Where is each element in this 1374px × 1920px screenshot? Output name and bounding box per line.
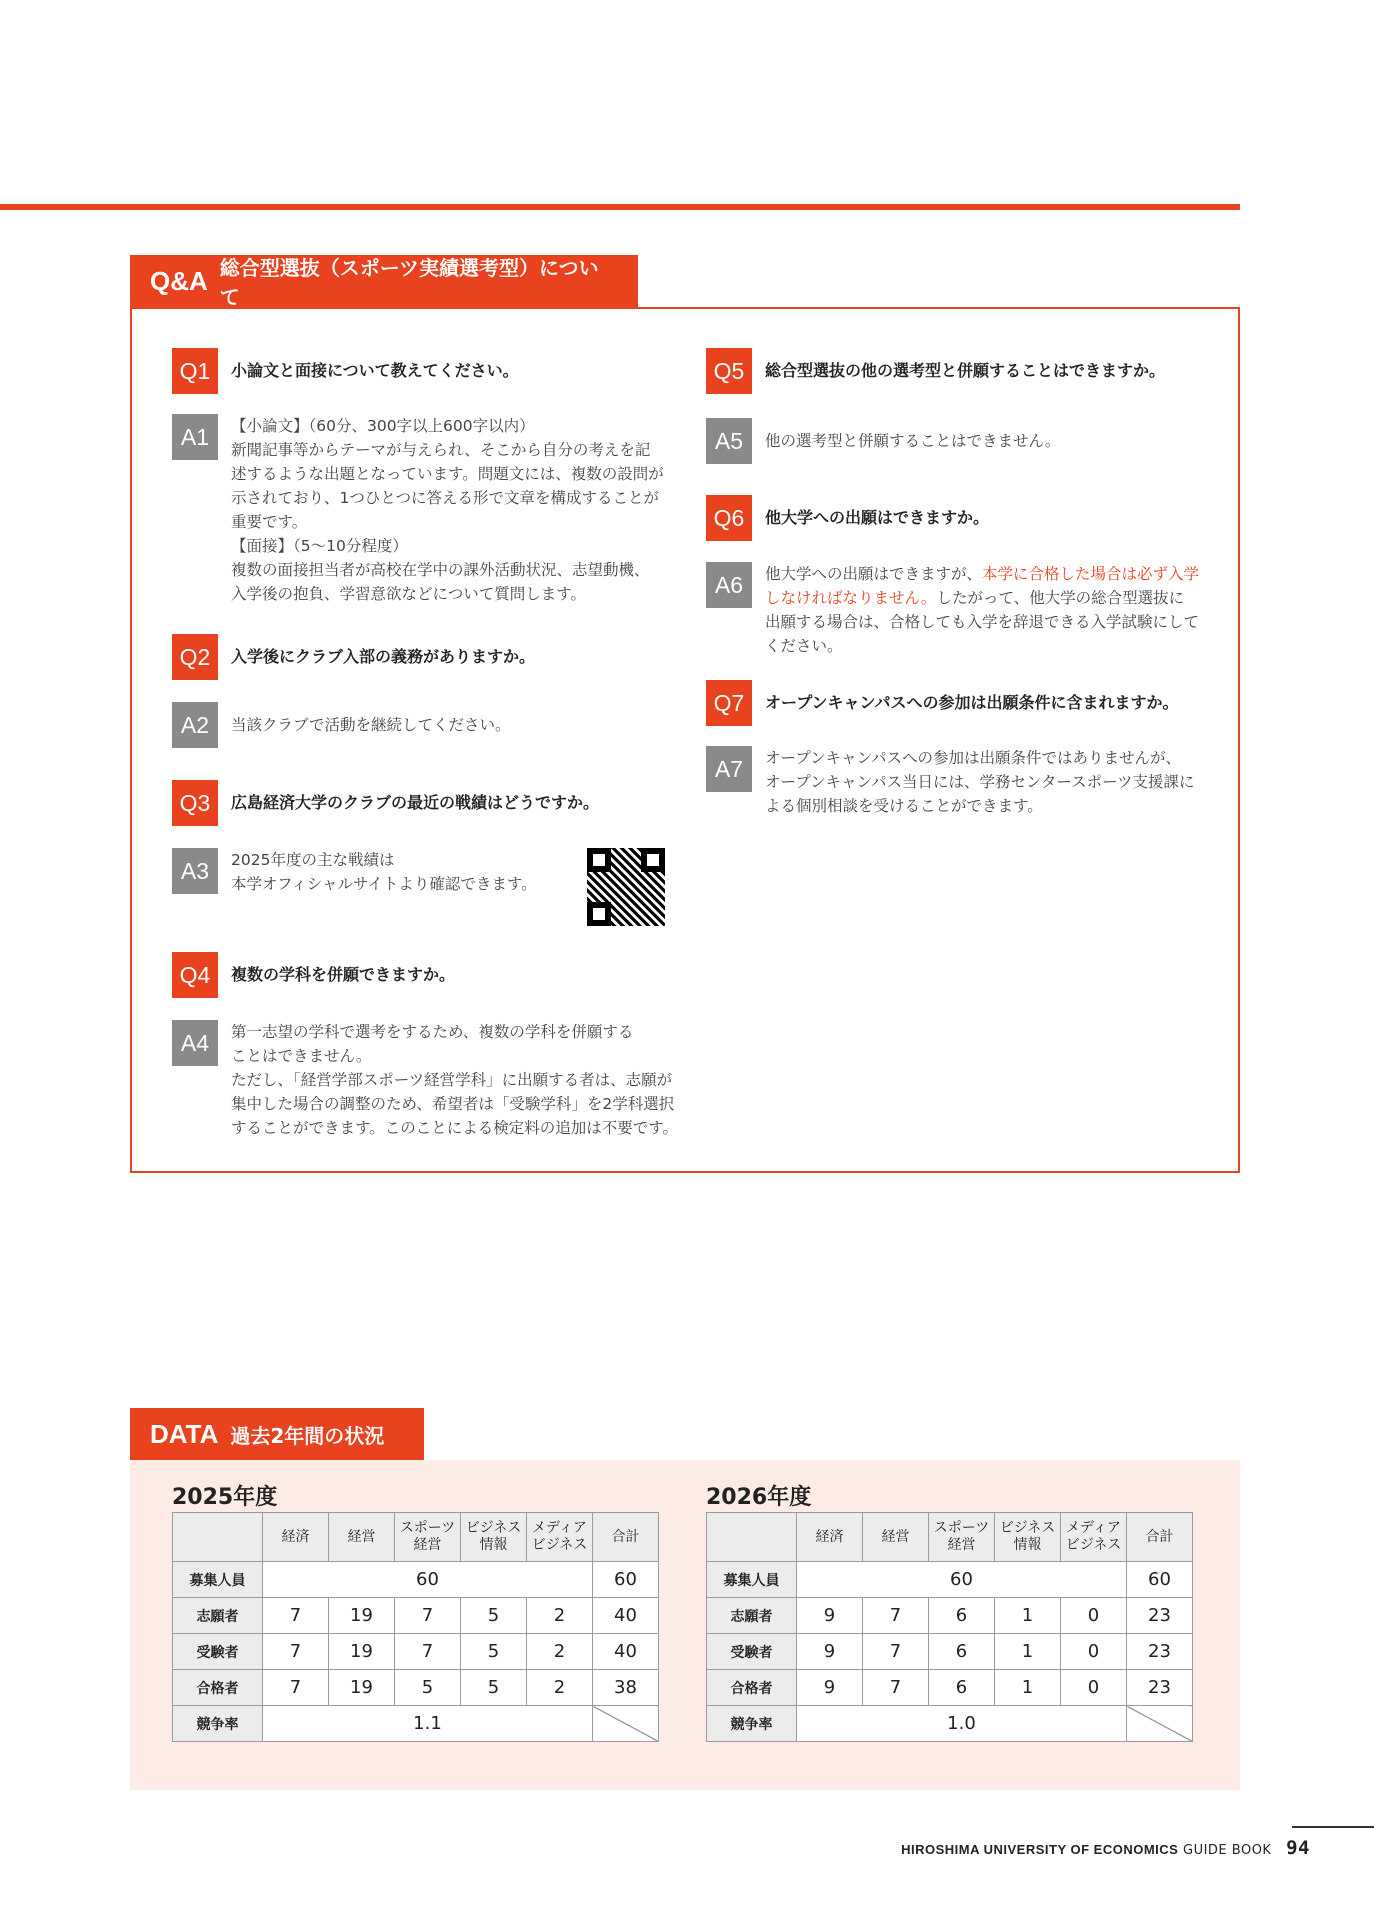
column-header [1061, 1513, 1127, 1562]
answer-7 [706, 746, 1195, 818]
table-cell: 2 [527, 1598, 593, 1634]
table-row [707, 1706, 1193, 1742]
answer-highlight: 本学に合格した場合は必ず入学 しなければなりません。 [765, 565, 1200, 607]
answer-1 [172, 414, 664, 606]
question-badge: Q4 [172, 952, 218, 998]
diagonal-empty-cell [593, 1706, 659, 1742]
qr-code-icon[interactable] [587, 848, 665, 926]
row-label: 受験者 [173, 1634, 263, 1670]
table-cell: 5 [461, 1598, 527, 1634]
data-table-1 [706, 1512, 1193, 1742]
question-text: オープンキャンパスへの参加は出願条件に含まれますか。 [765, 693, 1179, 712]
question-7 [706, 680, 1178, 726]
column-header-line: メディア [1066, 1520, 1121, 1536]
question-6 [706, 495, 989, 541]
answer-badge: A6 [706, 562, 752, 608]
table-cell: 9 [797, 1634, 863, 1670]
column-header-line: ビジネス [531, 1537, 588, 1553]
column-header [395, 1513, 461, 1562]
table-cell: 23 [1127, 1670, 1193, 1706]
column-header-line: スポーツ [933, 1520, 990, 1536]
data-section-tab [130, 1408, 424, 1460]
table-row [707, 1598, 1193, 1634]
table-row [707, 1634, 1193, 1670]
table-row [173, 1598, 659, 1634]
table-cell: 7 [263, 1634, 329, 1670]
column-header-line: 情報 [1013, 1537, 1042, 1553]
table-cell: 5 [461, 1670, 527, 1706]
answer-badge: A7 [706, 746, 752, 792]
column-header [797, 1513, 863, 1562]
column-header-line: 経営 [413, 1537, 442, 1553]
recruit-shared: 60 [263, 1562, 593, 1598]
column-header [263, 1513, 329, 1562]
answer-text: 第一志望の学科で選考をするため、複数の学科を併願する ことはできません。 ただし、「経営学部スポーツ経営学科」に出願する者は、志願が 集中した場合の調整のため、希望者は「受験学科」を2学科選択 することができます。このことによる検定料の追加は不要です。 [231, 1023, 679, 1137]
table-cell: 2 [527, 1634, 593, 1670]
column-header-line: 合計 [611, 1528, 640, 1545]
column-header-line: 経営 [947, 1537, 976, 1553]
question-text: 入学後にクラブ入部の義務がありますか。 [231, 647, 536, 666]
column-header [1127, 1513, 1193, 1562]
data-tab-en: DATA [150, 1418, 219, 1449]
column-header-line: ビジネス [999, 1520, 1056, 1536]
qa-tab-title: 総合型選抜（スポーツ実績選考型）について [219, 256, 599, 309]
question-4 [172, 952, 455, 998]
question-badge: Q5 [706, 348, 752, 394]
question-text: 総合型選抜の他の選考型と併願することはできますか。 [765, 361, 1166, 380]
answer-6 [706, 562, 1199, 658]
table-cell: 7 [863, 1634, 929, 1670]
answer-badge: A3 [172, 848, 218, 894]
table-cell: 23 [1127, 1598, 1193, 1634]
table-cell: 23 [1127, 1634, 1193, 1670]
question-1 [172, 348, 519, 394]
column-header-line: 経営 [347, 1528, 376, 1545]
column-header [527, 1513, 593, 1562]
answer-badge: A2 [172, 702, 218, 748]
column-header-line: 合計 [1145, 1528, 1174, 1545]
answer-text: 当該クラブで活動を継続してください。 [231, 716, 511, 734]
column-header [461, 1513, 527, 1562]
column-header [995, 1513, 1061, 1562]
table-cell: 5 [461, 1634, 527, 1670]
answer-4 [172, 1020, 678, 1140]
table-row [173, 1706, 659, 1742]
row-label: 競争率 [173, 1706, 263, 1742]
answer-text: オープンキャンパスへの参加は出願条件ではありませんが、 オープンキャンパス当日には、学務センタースポーツ支援課に よる個別相談を受けることができます。 [765, 749, 1195, 815]
answer-3 [172, 848, 537, 896]
table-cell: 7 [263, 1670, 329, 1706]
ratio-value: 1.1 [263, 1706, 593, 1742]
question-badge: Q3 [172, 780, 218, 826]
table-cell: 1 [995, 1598, 1061, 1634]
recruit-total: 60 [1127, 1562, 1193, 1598]
table-cell: 1 [995, 1634, 1061, 1670]
column-header-line: ビジネス [465, 1520, 522, 1536]
table-cell: 40 [593, 1634, 659, 1670]
table-row [707, 1562, 1193, 1598]
answer-5 [706, 418, 1060, 464]
footer-university: HIROSHIMA UNIVERSITY OF ECONOMICS [901, 1842, 1179, 1857]
qa-section-tab [130, 255, 638, 307]
column-header-line: スポーツ [399, 1520, 456, 1536]
row-label: 募集人員 [707, 1562, 797, 1598]
table-row [173, 1670, 659, 1706]
question-2 [172, 634, 535, 680]
answer-text-start: 他大学への出願はできますが、 [765, 565, 983, 583]
table-cell: 6 [929, 1670, 995, 1706]
row-label: 志願者 [173, 1598, 263, 1634]
page-number: 94 [1286, 1837, 1310, 1859]
question-badge: Q1 [172, 348, 218, 394]
recruit-shared: 60 [797, 1562, 1127, 1598]
question-text: 他大学への出願はできますか。 [765, 508, 990, 527]
table-cell: 7 [263, 1598, 329, 1634]
question-text: 広島経済大学のクラブの最近の戦績はどうですか。 [231, 793, 600, 812]
column-header [863, 1513, 929, 1562]
column-header [929, 1513, 995, 1562]
table-cell: 1 [995, 1670, 1061, 1706]
answer-text: 【小論文】（60分、300字以上600字以内） 新聞記事等からテーマが与えられ、そこから自分の考えを記 述するような出題となっています。問題文には、複数の設問が 示されており、1つひとつに答える形で文章を構成することが 重要です。 【面接】（5〜10分程度） 複数の面接担当者が高校在学中の課外活動状況、志望動機、 入学後の抱負、学習意欲などについて質問します。 [231, 417, 664, 603]
table-cell: 7 [863, 1670, 929, 1706]
qa-tab-en: Q&A [150, 265, 208, 296]
table-cell: 2 [527, 1670, 593, 1706]
table-cell: 40 [593, 1598, 659, 1634]
row-label: 競争率 [707, 1706, 797, 1742]
top-accent-rule [0, 204, 1240, 210]
question-badge: Q7 [706, 680, 752, 726]
diagonal-empty-cell [1127, 1706, 1193, 1742]
table-cell: 19 [329, 1634, 395, 1670]
column-header-line: ビジネス [1065, 1537, 1122, 1553]
question-badge: Q2 [172, 634, 218, 680]
answer-badge: A1 [172, 414, 218, 460]
table-cell: 7 [863, 1598, 929, 1634]
column-header-line: メディア [532, 1520, 587, 1536]
footer-guide: GUIDE BOOK [1183, 1843, 1272, 1858]
answer-text: 他の選考型と併願することはできません。 [765, 432, 1061, 450]
answer-badge: A5 [706, 418, 752, 464]
header-corner [173, 1513, 263, 1562]
table-cell: 19 [329, 1670, 395, 1706]
table-cell: 0 [1061, 1598, 1127, 1634]
data-tab-title: 過去2年間の状況 [230, 1423, 385, 1448]
year-title-2025: 2025年度 [172, 1485, 278, 1510]
table-cell: 38 [593, 1670, 659, 1706]
question-text: 小論文と面接について教えてください。 [231, 361, 519, 380]
table-cell: 7 [395, 1634, 461, 1670]
answer-text [765, 562, 1199, 658]
table-cell: 0 [1061, 1634, 1127, 1670]
question-badge: Q6 [706, 495, 752, 541]
table-row [173, 1562, 659, 1598]
row-label: 志願者 [707, 1598, 797, 1634]
row-label: 合格者 [707, 1670, 797, 1706]
question-5 [706, 348, 1165, 394]
answer-badge: A4 [172, 1020, 218, 1066]
table-cell: 5 [395, 1670, 461, 1706]
column-header [329, 1513, 395, 1562]
answer-text-end: したがって、他大学の総合型選抜に 出願する場合は、合格しても入学を辞退できる入学試験にして ください。 [765, 589, 1200, 655]
table-row [173, 1634, 659, 1670]
row-label: 合格者 [173, 1670, 263, 1706]
table-cell: 7 [395, 1598, 461, 1634]
table-cell: 9 [797, 1670, 863, 1706]
row-label: 受験者 [707, 1634, 797, 1670]
recruit-total: 60 [593, 1562, 659, 1598]
table-cell: 0 [1061, 1670, 1127, 1706]
footer-rule [1292, 1826, 1374, 1828]
column-header-line: 情報 [479, 1537, 508, 1553]
table-cell: 19 [329, 1598, 395, 1634]
answer-text: 2025年度の主な戦績は 本学オフィシャルサイトより確認できます。 [231, 851, 537, 893]
footer [901, 1837, 1310, 1859]
year-title-2026: 2026年度 [706, 1485, 812, 1510]
table-cell: 6 [929, 1598, 995, 1634]
column-header-line: 経済 [815, 1528, 844, 1545]
answer-2 [172, 702, 510, 748]
column-header-line: 経済 [281, 1528, 310, 1545]
row-label: 募集人員 [173, 1562, 263, 1598]
column-header-line: 経営 [881, 1528, 910, 1545]
column-header [593, 1513, 659, 1562]
table-row [707, 1670, 1193, 1706]
ratio-value: 1.0 [797, 1706, 1127, 1742]
question-3 [172, 780, 599, 826]
table-cell: 6 [929, 1634, 995, 1670]
data-table-0 [172, 1512, 659, 1742]
header-corner [707, 1513, 797, 1562]
table-cell: 9 [797, 1598, 863, 1634]
question-text: 複数の学科を併願できますか。 [231, 965, 456, 984]
